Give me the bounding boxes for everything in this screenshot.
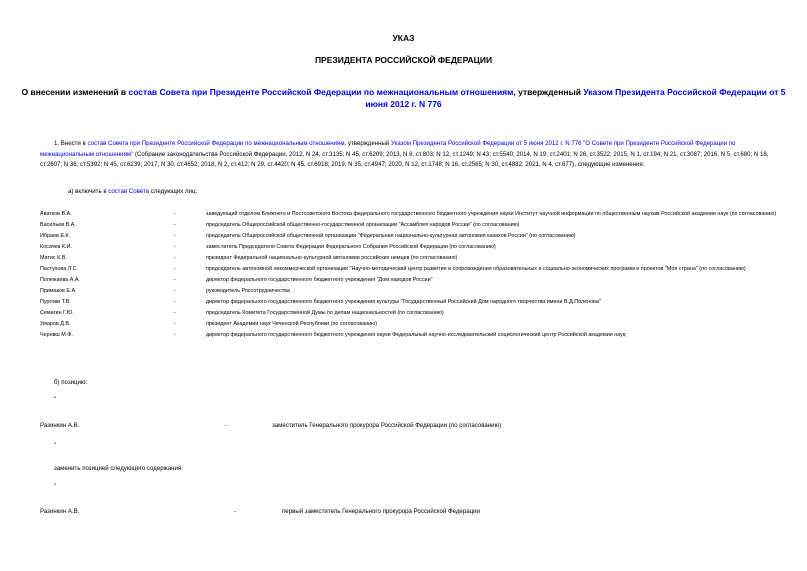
member-row [40, 287, 792, 295]
member-row [40, 309, 792, 317]
new-position-text: первый заместитель Генерального прокурора Российской Федерации [282, 508, 480, 515]
member-position: председатель Общероссийской общественной организации "Федеральная национально-культурная автономия казахов России" (по согласованию) [206, 233, 576, 239]
para1-council-link[interactable]: состав Совета при Президенте Российской Федерации по межнациональным отношениям [87, 140, 345, 147]
old-position-text: заместитель Генерального прокурора Российской Федерации (по согласованию) [272, 422, 502, 429]
paragraph-1 [40, 139, 788, 171]
para1-text-2: , утвержденный [344, 140, 391, 147]
member-row [40, 221, 792, 229]
member-dash: - [174, 332, 176, 338]
quote-mark-close: " [54, 442, 57, 449]
member-dash: - [174, 288, 176, 294]
new-position-dash: - [234, 508, 237, 515]
member-position: президент Академии наук Чеченской Республики (по согласованию) [206, 321, 378, 327]
member-dash: - [174, 266, 176, 272]
member-name: Полежаева А.А. [40, 277, 80, 283]
old-position-name: Разинкин А.В. [40, 422, 80, 429]
member-dash: - [174, 244, 176, 250]
member-dash: - [174, 321, 176, 327]
item-a [68, 188, 197, 196]
member-position: руководитель Россотрудничества [206, 288, 291, 294]
member-row [40, 232, 792, 240]
item-a-text-2: следующих лиц: [149, 188, 198, 195]
document-heading [15, 87, 792, 110]
item-a-council-link[interactable]: состав Совета [108, 188, 150, 195]
member-position: председатель автономной некоммерческой организации "Научно-методический центр развития и сопровождения образовательных и социально-экономических программ и проектов "Моя страна" (по согласованию) [206, 266, 746, 272]
old-position-dash: - [225, 422, 228, 429]
member-row [40, 276, 792, 284]
member-position: директор федерального государственного бюджетного учреждения культуры "Государственный Российский Дом народного творчества имени В.Д.Поленова" [206, 299, 601, 305]
member-position: президент Федеральной национально-культурной автономии российских немцев (по согласованию) [206, 255, 458, 261]
member-name: Васильев В.А. [40, 222, 76, 228]
council-composition-link[interactable]: состав Совета при Президенте Российской Федерации по межнациональным отношениям [128, 87, 514, 97]
heading-prefix: О внесении изменений в [21, 87, 129, 97]
member-row [40, 265, 792, 273]
member-name: Аватков В.А. [40, 211, 72, 217]
quote-mark-open: " [54, 396, 57, 403]
member-name: Матис К.В. [40, 255, 67, 261]
member-name: Косачев К.И. [40, 244, 72, 250]
member-name: Пурговв Т.В. [40, 299, 71, 305]
document-subtitle: ПРЕЗИДЕНТА РОССИЙСКОЙ ФЕДЕРАЦИИ [314, 55, 493, 65]
members-list [40, 210, 792, 342]
member-dash: - [174, 211, 176, 217]
member-row [40, 243, 792, 251]
member-row [40, 254, 792, 262]
para1-text-3: (Собрание законодательства Российской Федерации, 2012, N 24, ст.3135; N 45, ст.6209; 2013, N 8, ст.803; N 12, ст.1249; N 43, ст.5540; 2014, N 19, ст.2401; N 26, ст.3522; 2015, N 1, ст.194; N 21, ст.3087; 2016, N 5, ст.680; N 18, ст.2607; N 36, ст.5392; N 45, ст.6239; 2017, N 30, ст.4652; 2018, N 2, ст.412; N 29, ст.4420; N 45, ст.6918; 2019, N 35, ст.4947; 2020, N 12, ст.1748; N 16, ст.2565; N 30, ст.4882; 2021, N 4, ст.677), следующие изменения: [40, 150, 769, 169]
para1-decree-link[interactable]: Указом Президента Российской Федерации от 5 июня 2012 г. N 776 "О Совете при Президенте Российской Федерации по межнациональным отношениям" [40, 140, 736, 158]
member-position: заведующий отделом Ближнего и Постсоветского Востока федерального государственного бюджетного учреждения науки Институт научной информации по общественным наукам Российской академии наук (по согласованию) [206, 211, 777, 217]
member-dash: - [174, 233, 176, 239]
member-dash: - [174, 310, 176, 316]
member-dash: - [174, 255, 176, 261]
member-position: председатель Общероссийской общественно-государственной организации "Ассамблея народов России" (по согласованию) [206, 222, 520, 228]
member-name: Примаков Е.А. [40, 288, 77, 294]
member-row [40, 331, 792, 339]
member-position: председатель Комитета Государственной Думы по делам национальностей (по согласованию) [206, 310, 444, 316]
member-dash: - [174, 299, 176, 305]
member-name: Ибраев Е.К. [40, 233, 71, 239]
member-position: директор федерального государственного бюджетного учреждения науки Федеральный научно-исследовательский социологический центр Российской академии наук; [206, 332, 627, 338]
quote-mark-open-2: " [54, 483, 57, 490]
heading-middle: , утвержденный [513, 87, 584, 97]
member-dash: - [174, 222, 176, 228]
member-name: Пастухова Л.С. [40, 266, 79, 272]
decree-link[interactable]: Указом Президента Российской Федерации от 5 июня 2012 г. N 776 [365, 87, 786, 109]
member-name: Чернвш М.Ф. [40, 332, 73, 338]
member-row [40, 320, 792, 328]
replace-instruction: заменить позицией следующего содержания: [54, 465, 183, 472]
member-name: Семигин Г.Ю. [40, 310, 74, 316]
document-title: УКАЗ [392, 33, 415, 43]
para1-text-1: 1. Внести в [54, 140, 88, 147]
item-b: б) позицию: [54, 379, 88, 386]
member-position: директор федерального государственного бюджетного учреждения "Дом народов России" [206, 277, 433, 283]
member-name: Умаров Д.В. [40, 321, 71, 327]
new-position-name: Разинкин А.В. [40, 508, 80, 515]
member-row [40, 298, 792, 306]
item-a-text-1: а) включить в [68, 188, 109, 195]
member-position: заместитель Председателя Совета Федерации Федерального Собрания Российской Федерации (по согласованию) [206, 244, 496, 250]
member-dash: - [174, 277, 176, 283]
member-row [40, 210, 792, 218]
